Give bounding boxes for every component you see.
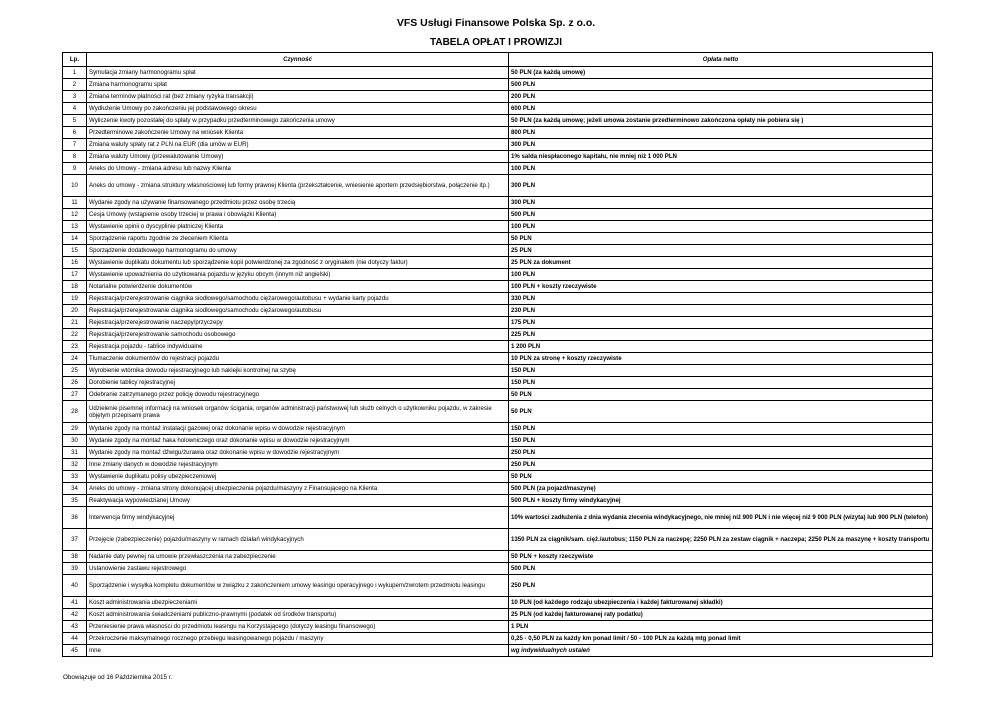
table-row (63, 609, 933, 621)
table-row (63, 269, 933, 281)
table-row (63, 507, 933, 529)
activity-cell: Przedterminowe zakończenie Umowy na wniosek Klienta (87, 127, 509, 139)
row-number: 31 (63, 447, 87, 459)
row-number: 9 (63, 163, 87, 175)
activity-cell: Przeniesienie prawa własności do przedmiotu leasingu na Korzystającego (dotyczy leasingu finansowego) (87, 621, 509, 633)
activity-cell: Wydanie zgody na montaż haka holowniczego oraz dokonanie wpisu w dowodzie rejestracyjnym (87, 435, 509, 447)
activity-cell: Koszt administrowania świadczeniami publiczno-prawnymi (podatek od środków transportu) (87, 609, 509, 621)
fee-cell: 100 PLN (509, 221, 933, 233)
table-row (63, 575, 933, 597)
row-number: 34 (63, 483, 87, 495)
row-number: 25 (63, 365, 87, 377)
fee-cell: 25 PLN za dokument (509, 257, 933, 269)
row-number: 16 (63, 257, 87, 269)
table-row (63, 245, 933, 257)
fee-cell: 500 PLN + koszty firmy windykacyjnej (509, 495, 933, 507)
activity-cell: Wydanie zgody na używanie finansowanego przedmiotu przez osobę trzecią (87, 197, 509, 209)
table-row (63, 645, 933, 657)
row-number: 43 (63, 621, 87, 633)
activity-cell: Dorobienie tablicy rejestracyjnej (87, 377, 509, 389)
row-number: 18 (63, 281, 87, 293)
activity-cell: Rejestracja/przerejestrowanie ciągnika siodłowego/samochodu ciężarowego/autobusu + wydanie karty pojazdu (87, 293, 509, 305)
activity-cell: Notarialne potwierdzenie dokumentów (87, 281, 509, 293)
row-number: 20 (63, 305, 87, 317)
activity-cell: Reaktywacja wypowiedzianej Umowy (87, 495, 509, 507)
table-row (63, 257, 933, 269)
activity-cell: Aneks do umowy - zmiana struktury własnościowej lub formy prawnej Klienta (przekształcenie, wniesienie aportem przedsiębiorstwa, połączenie itp.) (87, 175, 509, 197)
fee-cell: 200 PLN (509, 91, 933, 103)
fee-cell: 25 PLN (509, 245, 933, 257)
fee-cell: 500 PLN (509, 209, 933, 221)
activity-cell: Cesja Umowy (wstąpienie osoby trzeciej w prawa i obowiązki Klienta) (87, 209, 509, 221)
column-header-fee: Opłata netto (509, 53, 933, 67)
fee-cell: 1 PLN (509, 621, 933, 633)
row-number: 27 (63, 389, 87, 401)
fee-cell: 50 PLN + koszty rzeczywiste (509, 551, 933, 563)
row-number: 19 (63, 293, 87, 305)
table-row (63, 621, 933, 633)
fee-cell: 150 PLN (509, 377, 933, 389)
table-row (63, 317, 933, 329)
row-number: 10 (63, 175, 87, 197)
fee-cell: 225 PLN (509, 329, 933, 341)
row-number: 12 (63, 209, 87, 221)
activity-cell: Wydłużenie Umowy po zakończeniu jej podstawowego okresu (87, 103, 509, 115)
fee-cell: 1% salda niespłaconego kapitału, nie mniej niż 1 000 PLN (509, 151, 933, 163)
row-number: 26 (63, 377, 87, 389)
fee-cell: 300 PLN (509, 139, 933, 151)
table-row (63, 389, 933, 401)
table-row (63, 103, 933, 115)
row-number: 35 (63, 495, 87, 507)
fee-cell: 50 PLN (509, 389, 933, 401)
fee-cell: 600 PLN (509, 103, 933, 115)
table-row (63, 281, 933, 293)
table-row (63, 209, 933, 221)
table-row (63, 163, 933, 175)
fee-cell: 250 PLN (509, 575, 933, 597)
table-row (63, 471, 933, 483)
table-row (63, 115, 933, 127)
row-number: 21 (63, 317, 87, 329)
table-row (63, 197, 933, 209)
table-row (63, 151, 933, 163)
activity-cell: Interwencja firmy windykacyjnej (87, 507, 509, 529)
fee-table (62, 52, 933, 657)
row-number: 17 (63, 269, 87, 281)
validity-note: Obowiązuje od 16 Października 2015 r. (63, 674, 173, 681)
row-number: 38 (63, 551, 87, 563)
row-number: 13 (63, 221, 87, 233)
fee-cell: 800 PLN (509, 127, 933, 139)
column-header-lp: Lp. (63, 53, 87, 67)
activity-cell: Sporządzenie i wysyłka kompletu dokumentów w związku z zakończeniem umowy leasingu operacyjnego i wykupem/zwrotem przedmiotu leasingu (87, 575, 509, 597)
table-row (63, 563, 933, 575)
activity-cell: Aneks do umowy - zmiana strony dokonującej ubezpieczenia pojazdu/maszyny z Finansującego na Klienta (87, 483, 509, 495)
activity-cell: Koszt administrowania ubezpieczeniami (87, 597, 509, 609)
fee-cell: 250 PLN (509, 447, 933, 459)
fee-cell: 10% wartości zadłużenia z dnia wydania zlecenia windykacyjnego, nie mniej niż 900 PLN i nie więcej niż 9 000 PLN (wizyta) lub 900 PLN (telefon) (509, 507, 933, 529)
table-row (63, 495, 933, 507)
row-number: 24 (63, 353, 87, 365)
fee-cell: 150 PLN (509, 365, 933, 377)
fee-cell: 300 PLN (509, 175, 933, 197)
table-row (63, 365, 933, 377)
document-title: TABELA OPŁAT I PROWIZJI (429, 37, 563, 48)
row-number: 30 (63, 435, 87, 447)
activity-cell: Zmiana harmonogramu spłat (87, 79, 509, 91)
fee-cell: 1 200 PLN (509, 341, 933, 353)
table-row (63, 127, 933, 139)
activity-cell: Przekroczenie maksymalnego rocznego przebiegu leasingowanego pojazdu / maszyny (87, 633, 509, 645)
row-number: 40 (63, 575, 87, 597)
row-number: 28 (63, 401, 87, 423)
row-number: 14 (63, 233, 87, 245)
row-number: 8 (63, 151, 87, 163)
fee-cell: 330 PLN (509, 293, 933, 305)
fee-cell: 175 PLN (509, 317, 933, 329)
activity-cell: Wystawienie upoważnienia do użytkowania pojazdu w języku obcym (innym niż angielski) (87, 269, 509, 281)
row-number: 36 (63, 507, 87, 529)
activity-cell: Aneks do Umowy - zmiana adresu lub nazwy Klienta (87, 163, 509, 175)
table-row (63, 353, 933, 365)
activity-cell: Odebranie zatrzymanego przez policję dowodu rejestracyjnego (87, 389, 509, 401)
fee-cell: 50 PLN (za każdą umowę) (509, 67, 933, 79)
table-row (63, 551, 933, 563)
row-number: 1 (63, 67, 87, 79)
table-row (63, 175, 933, 197)
activity-cell: Tłumaczenie dokumentów do rejestracji pojazdu (87, 353, 509, 365)
activity-cell: Rejestracja/przerejestrowanie samochodu osobowego (87, 329, 509, 341)
row-number: 37 (63, 529, 87, 551)
activity-cell: Wydanie zgody na montaż instalacji gazowej oraz dokonanie wpisu w dowodzie rejestracyjnym (87, 423, 509, 435)
table-body (63, 67, 933, 657)
activity-cell: Wystawienie opinii o dyscyplinie płatniczej Klienta (87, 221, 509, 233)
fee-cell: 150 PLN (509, 435, 933, 447)
fee-cell: 25 PLN (od każdej fakturowanej raty podatku) (509, 609, 933, 621)
fee-cell: 230 PLN (509, 305, 933, 317)
row-number: 15 (63, 245, 87, 257)
row-number: 29 (63, 423, 87, 435)
fee-cell: 10 PLN (od każdego rodzaju ubezpieczenia i każdej fakturowanej składki) (509, 597, 933, 609)
table-row (63, 377, 933, 389)
row-number: 44 (63, 633, 87, 645)
row-number: 3 (63, 91, 87, 103)
table-row (63, 91, 933, 103)
row-number: 11 (63, 197, 87, 209)
column-header-activity: Czynność (87, 53, 509, 67)
table-row (63, 633, 933, 645)
table-row (63, 435, 933, 447)
table-row (63, 139, 933, 151)
activity-cell: Ustanowienie zastawu rejestrowego (87, 563, 509, 575)
activity-cell: Nadanie daty pewnej na umowie przewłaszczenia na zabezpieczenie (87, 551, 509, 563)
table-row (63, 305, 933, 317)
activity-cell: Inne (87, 645, 509, 657)
row-number: 39 (63, 563, 87, 575)
fee-cell: 500 PLN (509, 79, 933, 91)
table-row (63, 447, 933, 459)
row-number: 4 (63, 103, 87, 115)
activity-cell: Inne zmiany danych w dowodzie rejestracyjnym (87, 459, 509, 471)
table-row (63, 79, 933, 91)
activity-cell: Przejęcie (zabezpieczenie) pojazdu/maszyny w ramach działań windykacyjnych (87, 529, 509, 551)
fee-cell: 50 PLN (za każdą umowę; jeżeli umowa zostanie przedterminowo zakończona opłaty nie pobiera się ) (509, 115, 933, 127)
table-row (63, 293, 933, 305)
fee-cell: 0,25 - 0,50 PLN za każdy km ponad limit / 50 - 100 PLN za każdą mtg ponad limit (509, 633, 933, 645)
table-row (63, 401, 933, 423)
activity-cell: Zmiana terminów płatności rat (bez zmiany ryzyka transakcji) (87, 91, 509, 103)
table-row (63, 233, 933, 245)
fee-cell: 1350 PLN za ciągnik/sam. cięż./autobus; 1150 PLN za naczepę; 2250 PLN za zestaw ciągnik + naczepa; 2250 PLN za maszynę + koszty transportu (509, 529, 933, 551)
activity-cell: Symulacja zmiany harmonogramu spłat (87, 67, 509, 79)
activity-cell: Wystawienie duplikatu dokumentu lub sporządzenie kopii potwierdzonej za zgodność z oryginałem (nie dotyczy faktur) (87, 257, 509, 269)
activity-cell: Rejestracja pojazdu - tablice indywidualne (87, 341, 509, 353)
activity-cell: Udzielenie pisemnej informacji na wniosek organów ścigania, organów administracji państwowej lub służb celnych o użytkowniku pojazdu, w zakresie objętym przepisami prawa (87, 401, 509, 423)
row-number: 41 (63, 597, 87, 609)
table-row (63, 329, 933, 341)
company-name: VFS Usługi Finansowe Polska Sp. z o.o. (396, 17, 596, 29)
table-row (63, 341, 933, 353)
fee-cell: wg indywidualnych ustaleń (509, 645, 933, 657)
row-number: 7 (63, 139, 87, 151)
table-row (63, 221, 933, 233)
activity-cell: Wystawienie duplikatu polisy ubezpieczeniowej (87, 471, 509, 483)
activity-cell: Rejestracja/przerejestrowanie naczepy/przyczepy (87, 317, 509, 329)
row-number: 6 (63, 127, 87, 139)
fee-cell: 10 PLN za stronę + koszty rzeczywiste (509, 353, 933, 365)
activity-cell: Wyliczenie kwoty pozostałej do spłaty w przypadku przedterminowego zakończenia umowy (87, 115, 509, 127)
table-row (63, 459, 933, 471)
fee-cell: 150 PLN (509, 423, 933, 435)
activity-cell: Wyrobienie wtórnika dowodu rejestracyjnego lub naklejki kontrolnej na szybę (87, 365, 509, 377)
table-row (63, 423, 933, 435)
row-number: 5 (63, 115, 87, 127)
row-number: 23 (63, 341, 87, 353)
row-number: 22 (63, 329, 87, 341)
activity-cell: Wydanie zgody na montaż dźwigu/żurawia oraz dokonanie wpisu w dowodzie rejestracyjnym (87, 447, 509, 459)
activity-cell: Rejestracja/przerejestrowanie ciągnika siodłowego/samochodu ciężarowego/autobusu (87, 305, 509, 317)
activity-cell: Sporządzenie raportu zgodnie ze zleceniem Klienta (87, 233, 509, 245)
fee-cell: 250 PLN (509, 459, 933, 471)
table-row (63, 529, 933, 551)
activity-cell: Sporządzenie dodatkowego harmonogramu do umowy (87, 245, 509, 257)
fee-cell: 500 PLN (509, 563, 933, 575)
fee-cell: 100 PLN (509, 269, 933, 281)
row-number: 32 (63, 459, 87, 471)
fee-cell: 100 PLN + koszty rzeczywiste (509, 281, 933, 293)
activity-cell: Zmiana waluty Umowy (przewalutowanie Umowy) (87, 151, 509, 163)
row-number: 42 (63, 609, 87, 621)
activity-cell: Zmiana waluty spłaty rat z PLN na EUR (dla umów w EUR) (87, 139, 509, 151)
fee-cell: 300 PLN (509, 197, 933, 209)
fee-cell: 50 PLN (509, 471, 933, 483)
row-number: 2 (63, 79, 87, 91)
table-header-row (63, 53, 933, 67)
fee-cell: 50 PLN (509, 233, 933, 245)
fee-cell: 100 PLN (509, 163, 933, 175)
row-number: 45 (63, 645, 87, 657)
table-row (63, 597, 933, 609)
table-row (63, 67, 933, 79)
fee-cell: 500 PLN (za pojazd/maszynę) (509, 483, 933, 495)
fee-cell: 50 PLN (509, 401, 933, 423)
table-row (63, 483, 933, 495)
row-number: 33 (63, 471, 87, 483)
